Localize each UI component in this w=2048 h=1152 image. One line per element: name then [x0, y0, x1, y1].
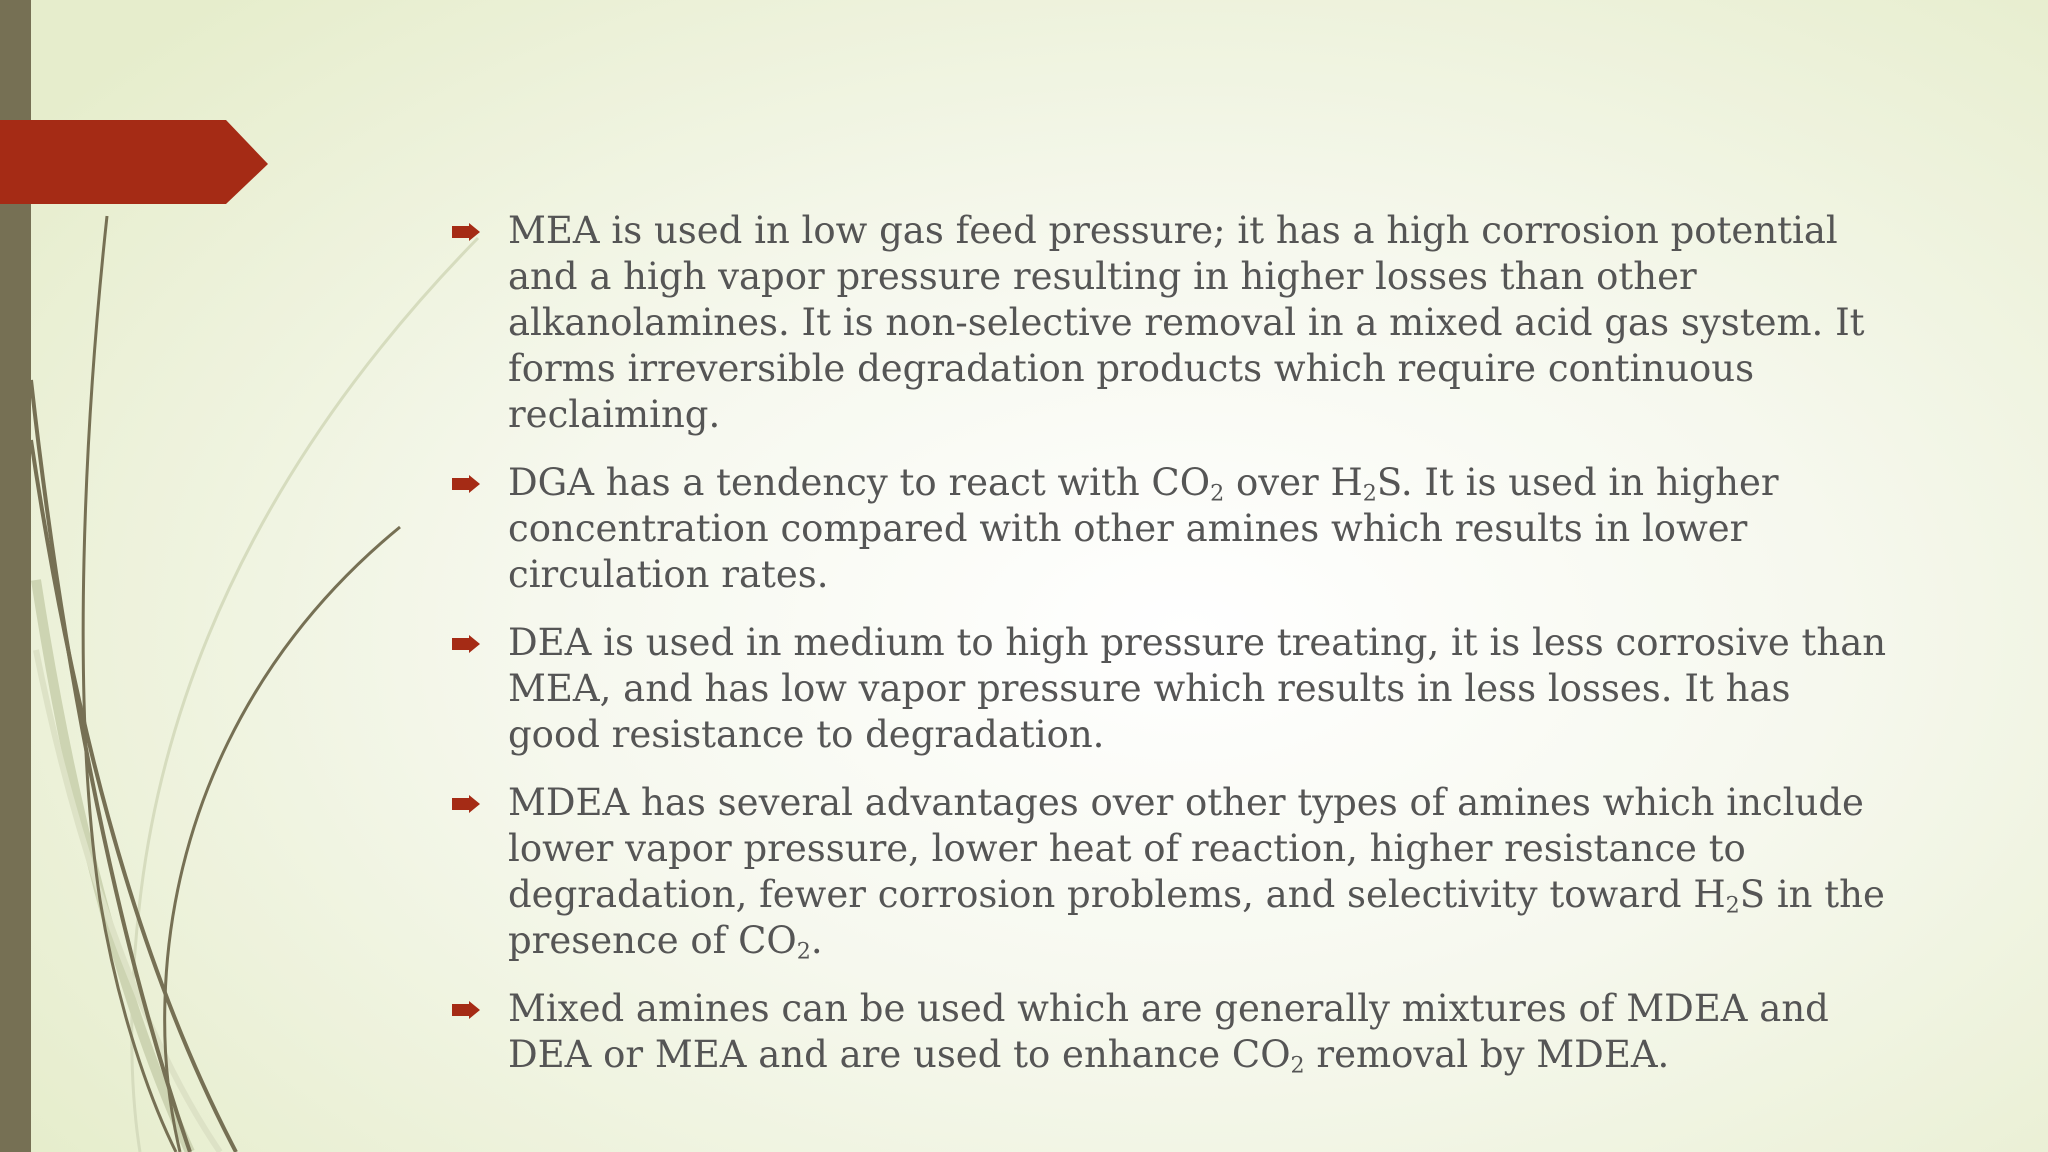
- bullet-item: [452, 780, 1892, 964]
- bullet-item: [452, 460, 1892, 598]
- arrow-bullet-icon: [452, 1001, 480, 1019]
- bullet-text: MDEA has several advantages over other types of amines which include lower vapor pressure, lower heat of reaction, higher resistance to degradation, fewer corrosion problems, and selectivity toward $H_2S$ in the presence of $CO_2$.: [508, 781, 1885, 965]
- arrow-bullet-icon: [452, 223, 480, 241]
- bullet-text: MEA is used in low gas feed pressure; it has a high corrosion potential and a high vapor pressure resulting in higher losses than other alkanolamines. It is non-selective removal in a mixed acid gas system. It forms irreversible degradation products which require continuous reclaiming.: [508, 209, 1865, 436]
- dark-curve-line-4: [165, 527, 400, 1152]
- dark-curve-line: [83, 216, 176, 1152]
- bullet-text: Mixed amines can be used which are generally mixtures of MDEA and DEA or MEA and are used to enhance $CO_2$ removal by MDEA.: [508, 987, 1829, 1079]
- bullet-text: DEA is used in medium to high pressure treating, it is less corrosive than MEA, and has low vapor pressure which results in less losses. It has good resistance to degradation.: [508, 621, 1887, 756]
- bullet-item: [452, 620, 1892, 758]
- arrow-bullet-icon: [452, 475, 480, 493]
- content-area: [452, 208, 1892, 1100]
- bullet-list: [452, 208, 1892, 1078]
- arrow-bullet-icon: [452, 635, 480, 653]
- bullet-item: [452, 986, 1892, 1078]
- red-ribbon-banner: [0, 120, 268, 204]
- arrow-bullet-icon: [452, 795, 480, 813]
- bullet-item: [452, 208, 1892, 438]
- faint-curve-line: [132, 238, 478, 1152]
- bullet-text: DGA has a tendency to react with $CO_2$ over $H_2S$. It is used in higher concentration compared with other amines which results in lower circulation rates.: [508, 461, 1779, 596]
